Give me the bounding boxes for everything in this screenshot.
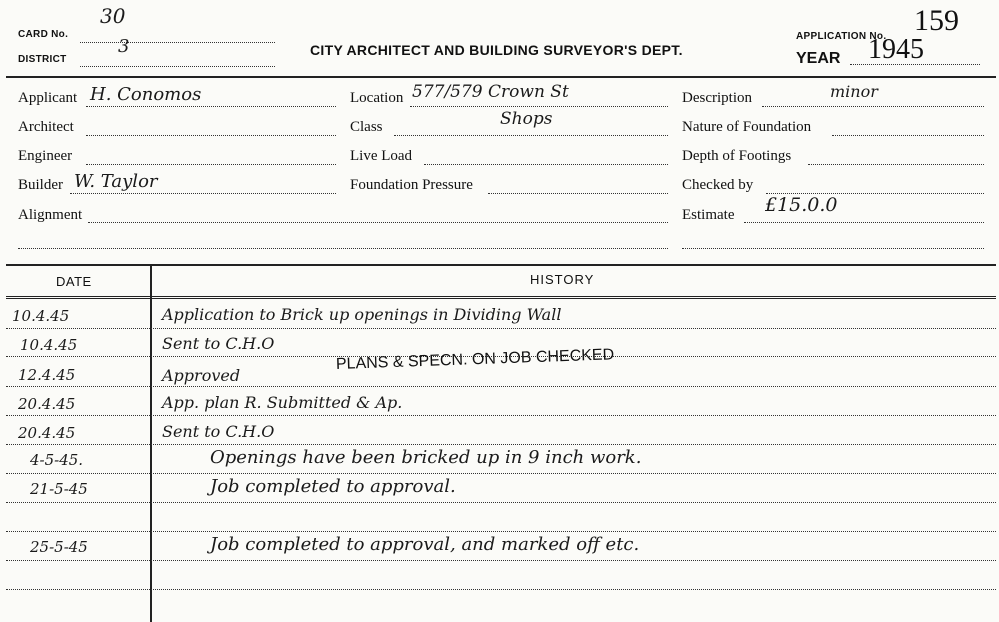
history-date: 10.4.45 xyxy=(20,336,78,354)
history-entry: Openings have been bricked up in 9 inch work. xyxy=(210,447,642,468)
estimate-value: £15.0.0 xyxy=(765,194,838,216)
history-column-header: HISTORY xyxy=(530,272,595,287)
history-entry: Sent to C.H.O xyxy=(162,334,275,353)
history-date: 12.4.45 xyxy=(18,366,76,384)
architect-label: Architect xyxy=(18,119,74,135)
builder-value: W. Taylor xyxy=(74,171,158,192)
class-value: Shops xyxy=(500,109,553,129)
year-value: 1945 xyxy=(868,34,924,65)
live-load-label: Live Load xyxy=(350,148,413,164)
description-value: minor xyxy=(830,82,878,101)
card-no-label: CARD No. xyxy=(18,29,69,40)
history-date: 20.4.45 xyxy=(18,424,76,442)
application-no-value: 159 xyxy=(914,4,959,37)
application-no-label: APPLICATION No. xyxy=(796,31,887,42)
history-entry: Job completed to approval. xyxy=(210,476,456,497)
history-date: 25-5-45 xyxy=(30,538,88,556)
class-label: Class xyxy=(350,119,383,135)
alignment-label: Alignment xyxy=(18,207,83,223)
foundation-pressure-label: Foundation Pressure xyxy=(350,177,473,193)
depth-of-footings-label: Depth of Footings xyxy=(682,148,792,164)
history-entry: Job completed to approval, and marked off etc. xyxy=(210,534,640,555)
applicant-value: H. Conomos xyxy=(90,84,202,105)
applicant-label: Applicant xyxy=(18,90,78,106)
location-value: 577/579 Crown St xyxy=(412,82,569,102)
history-entry: Application to Brick up openings in Dividing Wall xyxy=(162,305,562,324)
dept-title: CITY ARCHITECT AND BUILDING SURVEYOR'S DEPT. xyxy=(310,42,683,58)
history-entry: Approved xyxy=(162,366,241,385)
history-date: 21-5-45 xyxy=(30,480,88,498)
history-entry: Sent to C.H.O xyxy=(162,422,275,441)
date-column-header: DATE xyxy=(56,274,92,289)
estimate-label: Estimate xyxy=(682,207,735,223)
engineer-label: Engineer xyxy=(18,148,73,164)
history-date: 20.4.45 xyxy=(18,395,76,413)
checked-by-label: Checked by xyxy=(682,177,754,193)
nature-of-foundation-label: Nature of Foundation xyxy=(682,119,812,135)
location-label: Location xyxy=(350,90,404,106)
district-label: DISTRICT xyxy=(18,54,67,65)
description-label: Description xyxy=(682,90,752,106)
card-no-value: 30 xyxy=(100,4,126,28)
history-date: 4-5-45. xyxy=(30,451,84,469)
district-value: 3 xyxy=(118,36,130,57)
history-entry: App. plan R. Submitted & Ap. xyxy=(162,393,403,412)
approval-stamp: PLANS & SPECN. ON JOB CHECKED xyxy=(335,346,615,373)
builder-label: Builder xyxy=(18,177,63,193)
history-date: 10.4.45 xyxy=(12,307,70,325)
year-label: YEAR xyxy=(796,50,841,67)
